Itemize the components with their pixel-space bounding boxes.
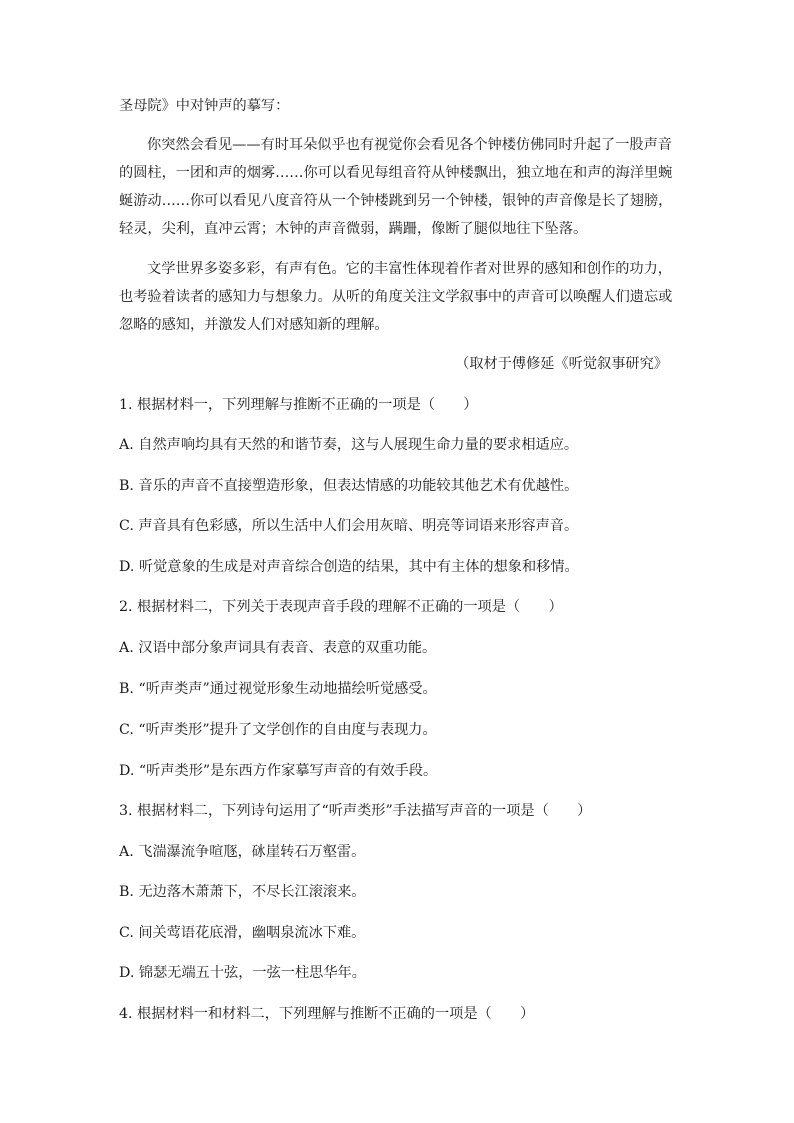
question-option: D. “听声类形”是东西方作家摹写声音的有效手段。	[119, 763, 438, 779]
question-stem: 4. 根据材料一和材料二，下列理解与推断不正确的一项是（ ）	[119, 1006, 535, 1022]
question-option: D. 锦瑟无端五十弦，一弦一柱思华年。	[119, 965, 366, 981]
question-option: A. 飞湍瀑流争喧豗，砯崖转石万壑雷。	[119, 844, 366, 860]
quote-line: 蜒游动……你可以看见八度音符从一个钟楼跳到另一个钟楼，银钟的声音像是长了翅膀，	[119, 193, 673, 209]
quote-line: 轻灵，尖利，直冲云霄；木钟的声音微弱，蹒跚，像断了腿似地往下坠落。	[119, 221, 588, 237]
summary-line: 忽略的感知，并激发人们对感知新的理解。	[119, 317, 389, 333]
question-option: C. 间关莺语花底滑，幽咽泉流冰下难。	[119, 925, 366, 941]
material-intro-line: 圣母院》中对钟声的摹写：	[119, 98, 290, 114]
summary-line: 文学世界多姿多彩，有声有色。它的丰富性体现着作者对世界的感知和创作的功力，	[147, 261, 672, 277]
question-stem: 1. 根据材料一，下列理解与推断不正确的一项是（ ）	[119, 397, 478, 413]
question-option: B. “听声类声”通过视觉形象生动地描绘听觉感受。	[119, 681, 437, 697]
question-option: B. 音乐的声音不直接塑造形象，但表达情感的功能较其他艺术有优越性。	[119, 478, 579, 494]
question-option: C. 声音具有色彩感，所以生活中人们会用灰暗、明亮等词语来形容声音。	[119, 518, 579, 534]
question-option: A. 汉语中部分象声词具有表音、表意的双重功能。	[119, 640, 437, 656]
question-option: B. 无边落木萧萧下，不尽长江滚滚来。	[119, 884, 366, 900]
quote-line: 你突然会看见——有时耳朵似乎也有视觉你会看见各个钟楼仿佛同时升起了一股声音	[147, 137, 672, 153]
question-stem: 3. 根据材料二，下列诗句运用了“听声类形”手法描写声音的一项是（ ）	[119, 803, 592, 819]
question-option: D. 听觉意象的生成是对声音综合创造的结果，其中有主体的想象和移情。	[119, 559, 579, 575]
source-citation: （取材于傅修延《听觉叙事研究》	[455, 356, 668, 372]
summary-line: 也考验着读者的感知力与想象力。从听的角度关注文学叙事中的声音可以唤醒人们遗忘或	[119, 289, 673, 305]
question-option: A. 自然声响均具有天然的和谐节奏，这与人展现生命力量的要求相适应。	[119, 437, 579, 453]
question-stem: 2. 根据材料二，下列关于表现声音手段的理解不正确的一项是（ ）	[119, 599, 563, 615]
question-option: C. “听声类形”提升了文学创作的自由度与表现力。	[119, 722, 437, 738]
quote-line: 的圆柱，一团和声的烟雾……你可以看见每组音符从钟楼飘出，独立地在和声的海洋里蜿	[119, 165, 673, 181]
